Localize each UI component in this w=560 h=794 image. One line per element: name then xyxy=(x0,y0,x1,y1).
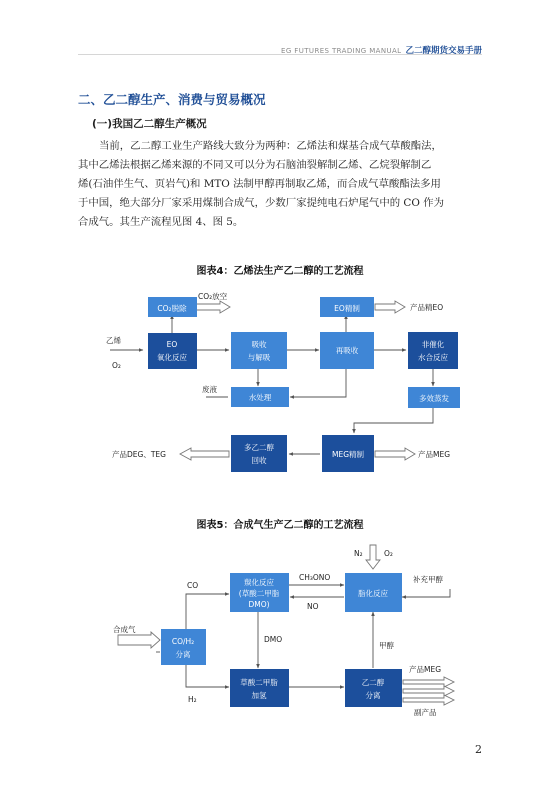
o2-label: O₂ xyxy=(112,361,121,370)
carbonyl-label: (草酸二甲脂 xyxy=(238,589,280,598)
page-number: 2 xyxy=(475,743,482,756)
carbonyl-label: 羰化反应 xyxy=(244,578,274,587)
meg-refine-label: MEG精制 xyxy=(331,450,365,459)
header-manual-cn: 乙二醇期货交易手册 xyxy=(405,46,482,56)
multi-evap-label: 多效蒸发 xyxy=(419,394,449,403)
body-paragraph xyxy=(78,137,482,232)
header-manual-en: EG FUTURES TRADING MANUAL xyxy=(281,47,402,55)
input-arrow xyxy=(366,545,380,569)
hydrogenation-label: 草酸二甲脂 xyxy=(240,678,278,687)
eo-refine-label: EO精制 xyxy=(334,304,360,313)
co-label: CO xyxy=(187,581,199,590)
polyglycol-label: 回收 xyxy=(251,456,267,465)
flow-line xyxy=(290,369,346,397)
output-arrow xyxy=(403,695,454,705)
polyglycol-box xyxy=(231,435,287,472)
co2-vent-label: CO₂放空 xyxy=(198,292,228,301)
no-label: NO xyxy=(307,602,319,611)
eo-reaction-label: 氧化反应 xyxy=(157,353,187,362)
eg-separation-label: 乙二醇 xyxy=(361,678,385,687)
output-arrow xyxy=(375,448,415,460)
figure5-diagram xyxy=(0,540,560,725)
eo-reaction-label: EO xyxy=(166,340,178,349)
figure4-title: 图表4：乙烯法生产乙二醇的工艺流程 xyxy=(196,266,364,277)
paragraph-line: 当前，乙二醇工业生产路线大致分为两种：乙烯法和煤基合成气草酸酯法， xyxy=(99,140,442,152)
product-deg-teg-label: 产品DEG、TEG xyxy=(112,450,166,459)
syngas-label: 合成气 xyxy=(113,625,136,634)
product-eo-label: 产品精EO xyxy=(410,303,444,312)
output-arrow xyxy=(403,686,454,696)
paragraph-line: 于中国，绝大部分厂家采用煤制合成气，少数厂家提纯电石炉尾气中的 CO 作为 xyxy=(78,197,444,209)
noncat-label: 非催化 xyxy=(421,340,445,349)
esterify-label: 脂化反应 xyxy=(358,589,388,598)
hydrogenation-box xyxy=(230,669,289,707)
flow-line xyxy=(186,664,229,687)
flow-line xyxy=(354,408,433,433)
ch3ono-label: CH₃ONO xyxy=(299,573,331,582)
carbonyl-label: DMO) xyxy=(248,600,270,609)
dmo-label: DMO xyxy=(264,635,283,644)
hydrogenation-label: 加氢 xyxy=(251,691,267,700)
product-meg-label: 产品MEG xyxy=(409,665,442,674)
ethylene-label: 乙烯 xyxy=(106,336,121,345)
n2-label: N₂ xyxy=(354,549,363,558)
paragraph-line: 烯(石油伴生气、页岩气)和 MTO 法制甲醇再制取乙烯，而合成气草酸酯法多用 xyxy=(78,178,441,190)
separation-label: CO/H₂ xyxy=(171,637,195,646)
header-divider xyxy=(78,54,482,55)
output-arrow xyxy=(196,301,230,313)
co2-removal-label: CO₂脱除 xyxy=(157,304,187,313)
o2-label: O₂ xyxy=(384,549,393,558)
waste-liquid-label: 废液 xyxy=(202,385,217,394)
separation-box xyxy=(161,629,206,665)
figure4-diagram xyxy=(0,283,560,483)
eg-separation-label: 分离 xyxy=(365,691,381,700)
section-subtitle: (一)我国乙二醇生产概况 xyxy=(92,118,207,130)
paragraph-line: 其中乙烯法根据乙烯来源的不同又可以分为石脑油裂解制乙烯、乙烷裂解制乙 xyxy=(78,159,432,171)
output-arrow xyxy=(180,448,229,460)
output-arrow xyxy=(375,301,405,313)
absorb-label: 吸收 xyxy=(251,340,267,349)
output-arrow xyxy=(403,677,454,687)
polyglycol-label: 多乙二醇 xyxy=(244,443,274,452)
absorb-label: 与解吸 xyxy=(247,353,271,362)
noncat-box xyxy=(408,332,458,369)
product-meg-label: 产品MEG xyxy=(418,450,451,459)
eg-separation-box xyxy=(345,669,402,707)
byproduct-label: 副产品 xyxy=(414,708,437,717)
methanol-label: 甲醇 xyxy=(379,641,394,650)
noncat-label: 水合反应 xyxy=(418,353,448,362)
separation-label: 分离 xyxy=(175,650,191,659)
water-treat-label: 水处理 xyxy=(248,393,272,402)
reabsorb-label: 再吸收 xyxy=(335,346,359,355)
h2-label: H₂ xyxy=(188,695,197,704)
section-title: 二、乙二醇生产、消费与贸易概况 xyxy=(78,92,266,107)
input-arrow xyxy=(118,632,160,648)
makeup-methanol-label: 补充甲醇 xyxy=(413,575,443,584)
paragraph-line: 合成气。其生产流程见图 4、图 5。 xyxy=(78,216,244,228)
figure5-title: 图表5：合成气生产乙二醇的工艺流程 xyxy=(196,520,364,531)
absorb-box xyxy=(231,332,287,369)
flow-line xyxy=(402,589,450,597)
eo-reaction-box xyxy=(148,333,197,369)
